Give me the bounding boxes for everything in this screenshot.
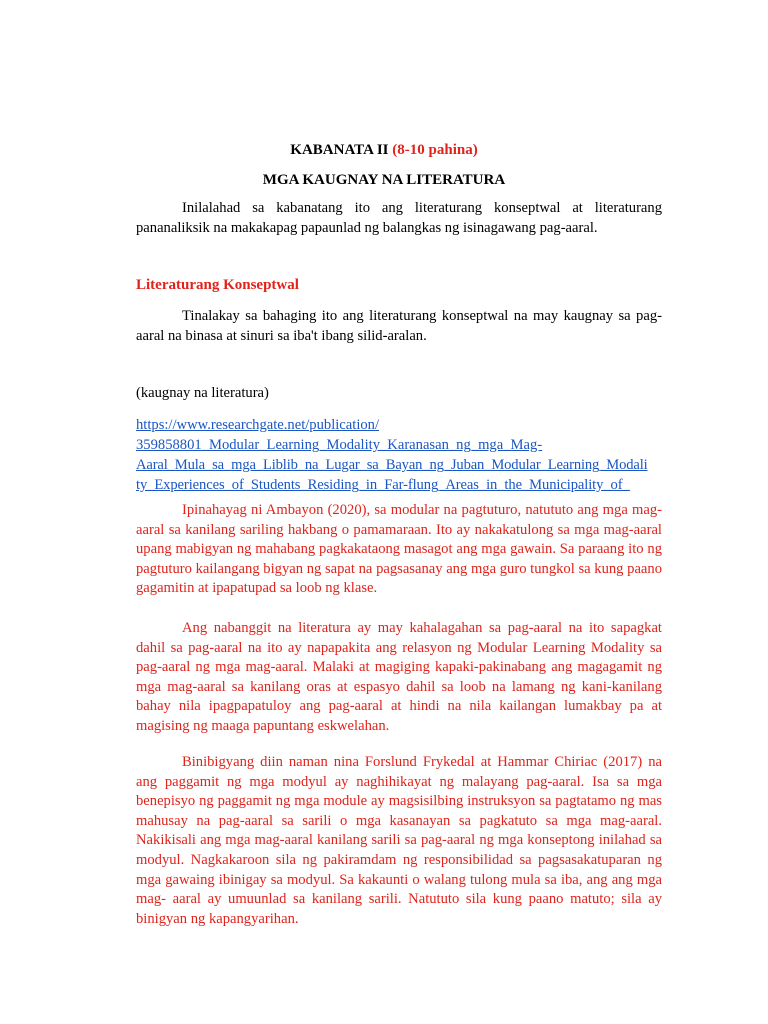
chapter-subtitle: MGA KAUGNAY NA LITERATURA	[262, 172, 506, 188]
reference-link[interactable]	[136, 415, 676, 495]
chapter-title-text: KABANATA II	[290, 142, 389, 158]
chapter-pages-note: (8-10 pahina)	[392, 142, 478, 158]
reference-link-line[interactable]: 359858801_Modular_Learning_Modality_Karanasan_ng_mga_Mag-	[136, 437, 543, 453]
chapter-title	[0, 142, 768, 159]
section-paragraph: Tinalakay sa bahaging ito ang literaturang konseptwal na may kaugnay sa pag-aaral na binasa at sinuri sa iba't ibang silid-aralan.	[136, 308, 662, 344]
section-heading: Literaturang Konseptwal	[136, 277, 299, 293]
body-paragraph: Ang nabanggit na literatura ay may kahalagahan sa pag-aaral na ito sapagkat dahil sa pag-aaral na ito ay napapakita ang relasyon ng Modular Learning Modality sa pag-aaral ng mga mag-aaral. Malaki at magiging kapaki-pakinabang ang magagamit ng mga mag-aaral sa kanilang oras at espasyo dahil sa loob na lamang ng kani-kanilang bahay nila ipagpapatuloy ang pag-aaral at hindi na nila kailangan lumakbay pa at magising ng maaga papuntang eskwelahan.	[136, 620, 662, 734]
reference-label: (kaugnay na literatura)	[136, 385, 269, 401]
body-paragraph: Binibigyang diin naman nina Forslund Frykedal at Hammar Chiriac (2017) na ang paggamit ng mga modyul ay naghihikayat ng malayang pag-aaral. Isa sa mga benepisyo ng paggamit ng mga module ay magsisilbing instruksyon sa pagtatamo ng mas mahusay na pag-aaral sa sarili o mga kasanayan sa pagkatuto sa mga mag-aaral. Nakikisali ang mga mag-aaral kanilang sarili sa pag-aaral ng mga konseptong inilahad sa modyul. Nagkakaroon sila ng pakiramdam ng responsibilidad sa pagsasakatuparan ng mga gawaing ibinigay sa modyul. Sa kakaunti o walang tulong mula sa iba, ang ang mga mag- aaral ay umuunlad sa kanilang sarili. Natututo sila kung paano matuto; sila ay binigyan ng kapangyarihan.	[136, 754, 662, 927]
reference-link-line[interactable]: https://www.researchgate.net/publication/	[136, 417, 380, 433]
reference-link-line[interactable]: ty_Experiences_of_Students_Residing_in_Far-flung_Areas_in_the_Municipality_of_	[136, 477, 630, 493]
body-paragraph: Ipinahayag ni Ambayon (2020), sa modular na pagtuturo, natututo ang mga mag-aaral sa kanilang sariling hakbang o pamamaraan. Ito ay nakakatulong sa mga mag-aaral upang mabigyan ng mahabang pagkakataong masagot ang mga gawain. Sa paraang ito ng pagtuturo kailangang bigyan ng sapat na pagsasanay ang mga guro tungkol sa kung paano gagamitin at ipapatupad sa loob ng klase.	[136, 502, 662, 597]
intro-paragraph: Inilalahad sa kabanatang ito ang literaturang konseptwal at literaturang pananaliksik na makakapag papaunlad ng balangkas ng isinagawang pag-aaral.	[136, 200, 662, 236]
reference-link-line[interactable]: Aaral_Mula_sa_mga_Liblib_na_Lugar_sa_Bayan_ng_Juban_Modular_Learning_Modali	[136, 457, 648, 473]
